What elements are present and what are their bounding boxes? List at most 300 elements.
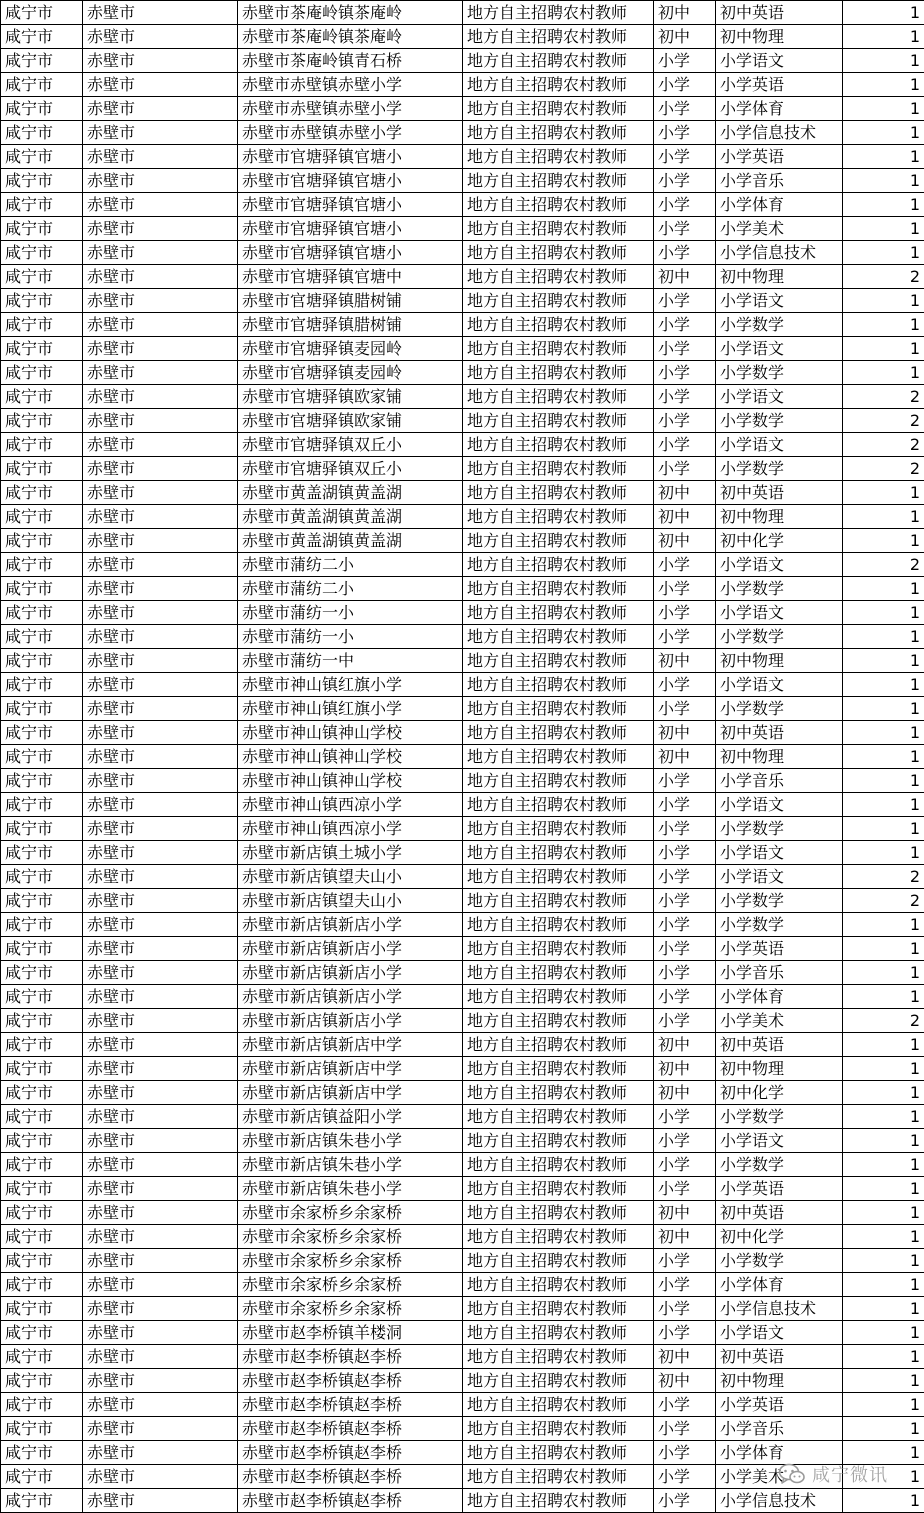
subject-cell: 初中物理 bbox=[716, 25, 843, 49]
table-row bbox=[1, 1369, 924, 1393]
level-cell: 小学 bbox=[654, 625, 716, 649]
count-cell: 1 bbox=[843, 745, 924, 769]
level-cell: 小学 bbox=[654, 577, 716, 601]
school-cell: 赤壁市新店镇新店中学 bbox=[238, 1081, 463, 1105]
post-type-cell: 地方自主招聘农村教师 bbox=[463, 697, 654, 721]
table-row bbox=[1, 1345, 924, 1369]
subject-cell: 小学语文 bbox=[716, 1321, 843, 1345]
level-cell: 小学 bbox=[654, 121, 716, 145]
school-cell: 赤壁市新店镇朱巷小学 bbox=[238, 1177, 463, 1201]
level-cell: 初中 bbox=[654, 1225, 716, 1249]
count-cell: 1 bbox=[843, 529, 924, 553]
subject-cell: 小学音乐 bbox=[716, 1417, 843, 1441]
level-cell: 小学 bbox=[654, 1105, 716, 1129]
table-row bbox=[1, 625, 924, 649]
post-type-cell: 地方自主招聘农村教师 bbox=[463, 937, 654, 961]
city-cell: 咸宁市 bbox=[1, 457, 83, 481]
count-cell: 1 bbox=[843, 1201, 924, 1225]
level-cell: 小学 bbox=[654, 1465, 716, 1489]
watermark-text: 咸宁微讯 bbox=[812, 1465, 888, 1486]
count-cell: 1 bbox=[843, 361, 924, 385]
level-cell: 初中 bbox=[654, 25, 716, 49]
table-row bbox=[1, 193, 924, 217]
post-type-cell: 地方自主招聘农村教师 bbox=[463, 1201, 654, 1225]
level-cell: 小学 bbox=[654, 73, 716, 97]
county-cell: 赤壁市 bbox=[83, 481, 238, 505]
school-cell: 赤壁市赵李桥镇羊楼洞 bbox=[238, 1321, 463, 1345]
post-type-cell: 地方自主招聘农村教师 bbox=[463, 1273, 654, 1297]
level-cell: 初中 bbox=[654, 529, 716, 553]
county-cell: 赤壁市 bbox=[83, 265, 238, 289]
city-cell: 咸宁市 bbox=[1, 601, 83, 625]
subject-cell: 初中物理 bbox=[716, 505, 843, 529]
count-cell: 1 bbox=[843, 1465, 924, 1489]
subject-cell: 小学语文 bbox=[716, 841, 843, 865]
subject-cell: 小学音乐 bbox=[716, 961, 843, 985]
count-cell: 1 bbox=[843, 985, 924, 1009]
school-cell: 赤壁市茶庵岭镇茶庵岭 bbox=[238, 25, 463, 49]
post-type-cell: 地方自主招聘农村教师 bbox=[463, 865, 654, 889]
post-type-cell: 地方自主招聘农村教师 bbox=[463, 97, 654, 121]
county-cell: 赤壁市 bbox=[83, 121, 238, 145]
count-cell: 1 bbox=[843, 721, 924, 745]
level-cell: 小学 bbox=[654, 697, 716, 721]
subject-cell: 小学语文 bbox=[716, 601, 843, 625]
county-cell: 赤壁市 bbox=[83, 1441, 238, 1465]
table-row bbox=[1, 1441, 924, 1465]
school-cell: 赤壁市新店镇朱巷小学 bbox=[238, 1153, 463, 1177]
city-cell: 咸宁市 bbox=[1, 1033, 83, 1057]
county-cell: 赤壁市 bbox=[83, 25, 238, 49]
count-cell: 1 bbox=[843, 961, 924, 985]
school-cell: 赤壁市神山镇西凉小学 bbox=[238, 793, 463, 817]
post-type-cell: 地方自主招聘农村教师 bbox=[463, 961, 654, 985]
table-row bbox=[1, 1009, 924, 1033]
post-type-cell: 地方自主招聘农村教师 bbox=[463, 481, 654, 505]
subject-cell: 初中化学 bbox=[716, 1225, 843, 1249]
table-row bbox=[1, 793, 924, 817]
school-cell: 赤壁市官塘驿镇腊树铺 bbox=[238, 313, 463, 337]
level-cell: 小学 bbox=[654, 1393, 716, 1417]
level-cell: 小学 bbox=[654, 1297, 716, 1321]
county-cell: 赤壁市 bbox=[83, 1057, 238, 1081]
city-cell: 咸宁市 bbox=[1, 745, 83, 769]
post-type-cell: 地方自主招聘农村教师 bbox=[463, 433, 654, 457]
post-type-cell: 地方自主招聘农村教师 bbox=[463, 625, 654, 649]
table-row bbox=[1, 73, 924, 97]
county-cell: 赤壁市 bbox=[83, 1225, 238, 1249]
count-cell: 1 bbox=[843, 1321, 924, 1345]
school-cell: 赤壁市官塘驿镇腊树铺 bbox=[238, 289, 463, 313]
count-cell: 1 bbox=[843, 649, 924, 673]
county-cell: 赤壁市 bbox=[83, 841, 238, 865]
school-cell: 赤壁市神山镇神山学校 bbox=[238, 769, 463, 793]
city-cell: 咸宁市 bbox=[1, 577, 83, 601]
county-cell: 赤壁市 bbox=[83, 49, 238, 73]
level-cell: 小学 bbox=[654, 1009, 716, 1033]
school-cell: 赤壁市赵李桥镇赵李桥 bbox=[238, 1441, 463, 1465]
post-type-cell: 地方自主招聘农村教师 bbox=[463, 1153, 654, 1177]
count-cell: 1 bbox=[843, 289, 924, 313]
county-cell: 赤壁市 bbox=[83, 361, 238, 385]
city-cell: 咸宁市 bbox=[1, 1321, 83, 1345]
count-cell: 2 bbox=[843, 553, 924, 577]
count-cell: 1 bbox=[843, 1297, 924, 1321]
city-cell: 咸宁市 bbox=[1, 1345, 83, 1369]
table-row bbox=[1, 169, 924, 193]
city-cell: 咸宁市 bbox=[1, 1081, 83, 1105]
county-cell: 赤壁市 bbox=[83, 1489, 238, 1513]
level-cell: 小学 bbox=[654, 1153, 716, 1177]
table-row bbox=[1, 769, 924, 793]
table-row bbox=[1, 289, 924, 313]
post-type-cell: 地方自主招聘农村教师 bbox=[463, 1225, 654, 1249]
subject-cell: 小学语文 bbox=[716, 289, 843, 313]
table-row bbox=[1, 1129, 924, 1153]
county-cell: 赤壁市 bbox=[83, 313, 238, 337]
count-cell: 1 bbox=[843, 1033, 924, 1057]
post-type-cell: 地方自主招聘农村教师 bbox=[463, 457, 654, 481]
count-cell: 1 bbox=[843, 1129, 924, 1153]
table-row bbox=[1, 937, 924, 961]
school-cell: 赤壁市黄盖湖镇黄盖湖 bbox=[238, 529, 463, 553]
school-cell: 赤壁市官塘驿镇麦园岭 bbox=[238, 337, 463, 361]
school-cell: 赤壁市余家桥乡余家桥 bbox=[238, 1249, 463, 1273]
table-row bbox=[1, 913, 924, 937]
county-cell: 赤壁市 bbox=[83, 505, 238, 529]
city-cell: 咸宁市 bbox=[1, 25, 83, 49]
post-type-cell: 地方自主招聘农村教师 bbox=[463, 817, 654, 841]
school-cell: 赤壁市新店镇土城小学 bbox=[238, 841, 463, 865]
subject-cell: 初中英语 bbox=[716, 1, 843, 25]
city-cell: 咸宁市 bbox=[1, 1129, 83, 1153]
school-cell: 赤壁市神山镇西凉小学 bbox=[238, 817, 463, 841]
county-cell: 赤壁市 bbox=[83, 1249, 238, 1273]
count-cell: 1 bbox=[843, 241, 924, 265]
subject-cell: 小学体育 bbox=[716, 985, 843, 1009]
table-body bbox=[1, 1, 924, 1513]
county-cell: 赤壁市 bbox=[83, 217, 238, 241]
school-cell: 赤壁市官塘驿镇麦园岭 bbox=[238, 361, 463, 385]
table-row bbox=[1, 1, 924, 25]
level-cell: 小学 bbox=[654, 1273, 716, 1297]
level-cell: 小学 bbox=[654, 193, 716, 217]
table-row bbox=[1, 673, 924, 697]
school-cell: 赤壁市神山镇神山学校 bbox=[238, 745, 463, 769]
level-cell: 小学 bbox=[654, 961, 716, 985]
count-cell: 1 bbox=[843, 97, 924, 121]
school-cell: 赤壁市官塘驿镇官塘中 bbox=[238, 265, 463, 289]
count-cell: 1 bbox=[843, 793, 924, 817]
post-type-cell: 地方自主招聘农村教师 bbox=[463, 505, 654, 529]
subject-cell: 初中英语 bbox=[716, 721, 843, 745]
count-cell: 1 bbox=[843, 1057, 924, 1081]
school-cell: 赤壁市新店镇朱巷小学 bbox=[238, 1129, 463, 1153]
level-cell: 小学 bbox=[654, 673, 716, 697]
school-cell: 赤壁市赵李桥镇赵李桥 bbox=[238, 1345, 463, 1369]
level-cell: 初中 bbox=[654, 1, 716, 25]
county-cell: 赤壁市 bbox=[83, 433, 238, 457]
subject-cell: 小学语文 bbox=[716, 793, 843, 817]
level-cell: 小学 bbox=[654, 1417, 716, 1441]
county-cell: 赤壁市 bbox=[83, 601, 238, 625]
level-cell: 初中 bbox=[654, 1033, 716, 1057]
school-cell: 赤壁市余家桥乡余家桥 bbox=[238, 1297, 463, 1321]
city-cell: 咸宁市 bbox=[1, 1273, 83, 1297]
count-cell: 1 bbox=[843, 1441, 924, 1465]
post-type-cell: 地方自主招聘农村教师 bbox=[463, 385, 654, 409]
count-cell: 1 bbox=[843, 1489, 924, 1513]
school-cell: 赤壁市官塘驿镇双丘小 bbox=[238, 457, 463, 481]
level-cell: 小学 bbox=[654, 337, 716, 361]
school-cell: 赤壁市赵李桥镇赵李桥 bbox=[238, 1393, 463, 1417]
city-cell: 咸宁市 bbox=[1, 625, 83, 649]
table-row bbox=[1, 505, 924, 529]
school-cell: 赤壁市余家桥乡余家桥 bbox=[238, 1225, 463, 1249]
level-cell: 初中 bbox=[654, 265, 716, 289]
school-cell: 赤壁市官塘驿镇官塘小 bbox=[238, 145, 463, 169]
count-cell: 1 bbox=[843, 313, 924, 337]
table-row bbox=[1, 1489, 924, 1513]
school-cell: 赤壁市茶庵岭镇青石桥 bbox=[238, 49, 463, 73]
count-cell: 1 bbox=[843, 121, 924, 145]
school-cell: 赤壁市官塘驿镇官塘小 bbox=[238, 169, 463, 193]
table-row bbox=[1, 721, 924, 745]
city-cell: 咸宁市 bbox=[1, 1201, 83, 1225]
count-cell: 2 bbox=[843, 457, 924, 481]
county-cell: 赤壁市 bbox=[83, 649, 238, 673]
count-cell: 1 bbox=[843, 217, 924, 241]
school-cell: 赤壁市新店镇新店中学 bbox=[238, 1057, 463, 1081]
level-cell: 小学 bbox=[654, 889, 716, 913]
level-cell: 小学 bbox=[654, 553, 716, 577]
level-cell: 小学 bbox=[654, 169, 716, 193]
subject-cell: 小学数学 bbox=[716, 313, 843, 337]
city-cell: 咸宁市 bbox=[1, 1393, 83, 1417]
city-cell: 咸宁市 bbox=[1, 1297, 83, 1321]
county-cell: 赤壁市 bbox=[83, 1321, 238, 1345]
county-cell: 赤壁市 bbox=[83, 1345, 238, 1369]
level-cell: 小学 bbox=[654, 361, 716, 385]
school-cell: 赤壁市黄盖湖镇黄盖湖 bbox=[238, 505, 463, 529]
county-cell: 赤壁市 bbox=[83, 1201, 238, 1225]
count-cell: 1 bbox=[843, 1105, 924, 1129]
county-cell: 赤壁市 bbox=[83, 337, 238, 361]
school-cell: 赤壁市赵李桥镇赵李桥 bbox=[238, 1369, 463, 1393]
table-row bbox=[1, 337, 924, 361]
level-cell: 小学 bbox=[654, 1321, 716, 1345]
post-type-cell: 地方自主招聘农村教师 bbox=[463, 1369, 654, 1393]
subject-cell: 小学数学 bbox=[716, 361, 843, 385]
post-type-cell: 地方自主招聘农村教师 bbox=[463, 1081, 654, 1105]
table-row bbox=[1, 745, 924, 769]
level-cell: 小学 bbox=[654, 841, 716, 865]
table-row bbox=[1, 1321, 924, 1345]
post-type-cell: 地方自主招聘农村教师 bbox=[463, 193, 654, 217]
city-cell: 咸宁市 bbox=[1, 241, 83, 265]
post-type-cell: 地方自主招聘农村教师 bbox=[463, 145, 654, 169]
table-row bbox=[1, 313, 924, 337]
count-cell: 2 bbox=[843, 385, 924, 409]
subject-cell: 小学数学 bbox=[716, 889, 843, 913]
city-cell: 咸宁市 bbox=[1, 961, 83, 985]
table-row bbox=[1, 409, 924, 433]
post-type-cell: 地方自主招聘农村教师 bbox=[463, 73, 654, 97]
subject-cell: 小学音乐 bbox=[716, 769, 843, 793]
table-row bbox=[1, 1465, 924, 1489]
subject-cell: 小学数学 bbox=[716, 697, 843, 721]
count-cell: 1 bbox=[843, 1345, 924, 1369]
subject-cell: 小学英语 bbox=[716, 73, 843, 97]
table-row bbox=[1, 1105, 924, 1129]
count-cell: 2 bbox=[843, 865, 924, 889]
city-cell: 咸宁市 bbox=[1, 1417, 83, 1441]
level-cell: 初中 bbox=[654, 745, 716, 769]
city-cell: 咸宁市 bbox=[1, 769, 83, 793]
city-cell: 咸宁市 bbox=[1, 481, 83, 505]
subject-cell: 小学英语 bbox=[716, 145, 843, 169]
post-type-cell: 地方自主招聘农村教师 bbox=[463, 241, 654, 265]
table-row bbox=[1, 1297, 924, 1321]
level-cell: 小学 bbox=[654, 385, 716, 409]
table-row bbox=[1, 553, 924, 577]
table-row bbox=[1, 1249, 924, 1273]
subject-cell: 小学英语 bbox=[716, 1393, 843, 1417]
table-row bbox=[1, 841, 924, 865]
city-cell: 咸宁市 bbox=[1, 409, 83, 433]
count-cell: 1 bbox=[843, 1393, 924, 1417]
count-cell: 2 bbox=[843, 409, 924, 433]
level-cell: 初中 bbox=[654, 1201, 716, 1225]
table-row bbox=[1, 1225, 924, 1249]
county-cell: 赤壁市 bbox=[83, 889, 238, 913]
school-cell: 赤壁市新店镇益阳小学 bbox=[238, 1105, 463, 1129]
table-row bbox=[1, 241, 924, 265]
county-cell: 赤壁市 bbox=[83, 745, 238, 769]
level-cell: 小学 bbox=[654, 769, 716, 793]
county-cell: 赤壁市 bbox=[83, 145, 238, 169]
count-cell: 1 bbox=[843, 25, 924, 49]
subject-cell: 初中英语 bbox=[716, 481, 843, 505]
subject-cell: 小学语文 bbox=[716, 1129, 843, 1153]
school-cell: 赤壁市赤壁镇赤壁小学 bbox=[238, 121, 463, 145]
county-cell: 赤壁市 bbox=[83, 1105, 238, 1129]
school-cell: 赤壁市官塘驿镇官塘小 bbox=[238, 193, 463, 217]
post-type-cell: 地方自主招聘农村教师 bbox=[463, 529, 654, 553]
table-row bbox=[1, 865, 924, 889]
count-cell: 1 bbox=[843, 841, 924, 865]
county-cell: 赤壁市 bbox=[83, 1273, 238, 1297]
table-row bbox=[1, 601, 924, 625]
subject-cell: 小学体育 bbox=[716, 97, 843, 121]
post-type-cell: 地方自主招聘农村教师 bbox=[463, 1249, 654, 1273]
table-row bbox=[1, 97, 924, 121]
city-cell: 咸宁市 bbox=[1, 289, 83, 313]
table-row bbox=[1, 457, 924, 481]
table-row bbox=[1, 1393, 924, 1417]
count-cell: 2 bbox=[843, 889, 924, 913]
table-row bbox=[1, 217, 924, 241]
table-row bbox=[1, 1177, 924, 1201]
county-cell: 赤壁市 bbox=[83, 817, 238, 841]
school-cell: 赤壁市新店镇新店小学 bbox=[238, 913, 463, 937]
post-type-cell: 地方自主招聘农村教师 bbox=[463, 985, 654, 1009]
city-cell: 咸宁市 bbox=[1, 1441, 83, 1465]
post-type-cell: 地方自主招聘农村教师 bbox=[463, 1393, 654, 1417]
subject-cell: 小学语文 bbox=[716, 865, 843, 889]
subject-cell: 初中英语 bbox=[716, 1345, 843, 1369]
city-cell: 咸宁市 bbox=[1, 817, 83, 841]
count-cell: 2 bbox=[843, 265, 924, 289]
count-cell: 1 bbox=[843, 1417, 924, 1441]
subject-cell: 小学数学 bbox=[716, 409, 843, 433]
subject-cell: 小学数学 bbox=[716, 1153, 843, 1177]
subject-cell: 小学数学 bbox=[716, 913, 843, 937]
post-type-cell: 地方自主招聘农村教师 bbox=[463, 409, 654, 433]
school-cell: 赤壁市赵李桥镇赵李桥 bbox=[238, 1417, 463, 1441]
county-cell: 赤壁市 bbox=[83, 1465, 238, 1489]
subject-cell: 小学信息技术 bbox=[716, 1297, 843, 1321]
subject-cell: 小学美术 bbox=[716, 217, 843, 241]
county-cell: 赤壁市 bbox=[83, 529, 238, 553]
post-type-cell: 地方自主招聘农村教师 bbox=[463, 1009, 654, 1033]
county-cell: 赤壁市 bbox=[83, 169, 238, 193]
post-type-cell: 地方自主招聘农村教师 bbox=[463, 337, 654, 361]
post-type-cell: 地方自主招聘农村教师 bbox=[463, 1057, 654, 1081]
subject-cell: 初中物理 bbox=[716, 745, 843, 769]
table-row bbox=[1, 121, 924, 145]
city-cell: 咸宁市 bbox=[1, 97, 83, 121]
post-type-cell: 地方自主招聘农村教师 bbox=[463, 1105, 654, 1129]
subject-cell: 小学数学 bbox=[716, 457, 843, 481]
table-row bbox=[1, 1273, 924, 1297]
subject-cell: 初中物理 bbox=[716, 265, 843, 289]
count-cell: 1 bbox=[843, 1369, 924, 1393]
county-cell: 赤壁市 bbox=[83, 385, 238, 409]
count-cell: 1 bbox=[843, 481, 924, 505]
post-type-cell: 地方自主招聘农村教师 bbox=[463, 1321, 654, 1345]
subject-cell: 小学美术 bbox=[716, 1009, 843, 1033]
level-cell: 小学 bbox=[654, 985, 716, 1009]
table-row bbox=[1, 265, 924, 289]
post-type-cell: 地方自主招聘农村教师 bbox=[463, 289, 654, 313]
city-cell: 咸宁市 bbox=[1, 697, 83, 721]
city-cell: 咸宁市 bbox=[1, 361, 83, 385]
level-cell: 小学 bbox=[654, 601, 716, 625]
county-cell: 赤壁市 bbox=[83, 625, 238, 649]
school-cell: 赤壁市神山镇红旗小学 bbox=[238, 697, 463, 721]
post-type-cell: 地方自主招聘农村教师 bbox=[463, 1177, 654, 1201]
table-row bbox=[1, 817, 924, 841]
level-cell: 小学 bbox=[654, 1129, 716, 1153]
county-cell: 赤壁市 bbox=[83, 241, 238, 265]
table-row bbox=[1, 1033, 924, 1057]
table-row bbox=[1, 49, 924, 73]
city-cell: 咸宁市 bbox=[1, 1105, 83, 1129]
county-cell: 赤壁市 bbox=[83, 913, 238, 937]
city-cell: 咸宁市 bbox=[1, 217, 83, 241]
post-type-cell: 地方自主招聘农村教师 bbox=[463, 169, 654, 193]
level-cell: 小学 bbox=[654, 313, 716, 337]
school-cell: 赤壁市赤壁镇赤壁小学 bbox=[238, 97, 463, 121]
city-cell: 咸宁市 bbox=[1, 265, 83, 289]
city-cell: 咸宁市 bbox=[1, 337, 83, 361]
count-cell: 1 bbox=[843, 577, 924, 601]
city-cell: 咸宁市 bbox=[1, 649, 83, 673]
city-cell: 咸宁市 bbox=[1, 889, 83, 913]
city-cell: 咸宁市 bbox=[1, 865, 83, 889]
school-cell: 赤壁市新店镇望夫山小 bbox=[238, 865, 463, 889]
